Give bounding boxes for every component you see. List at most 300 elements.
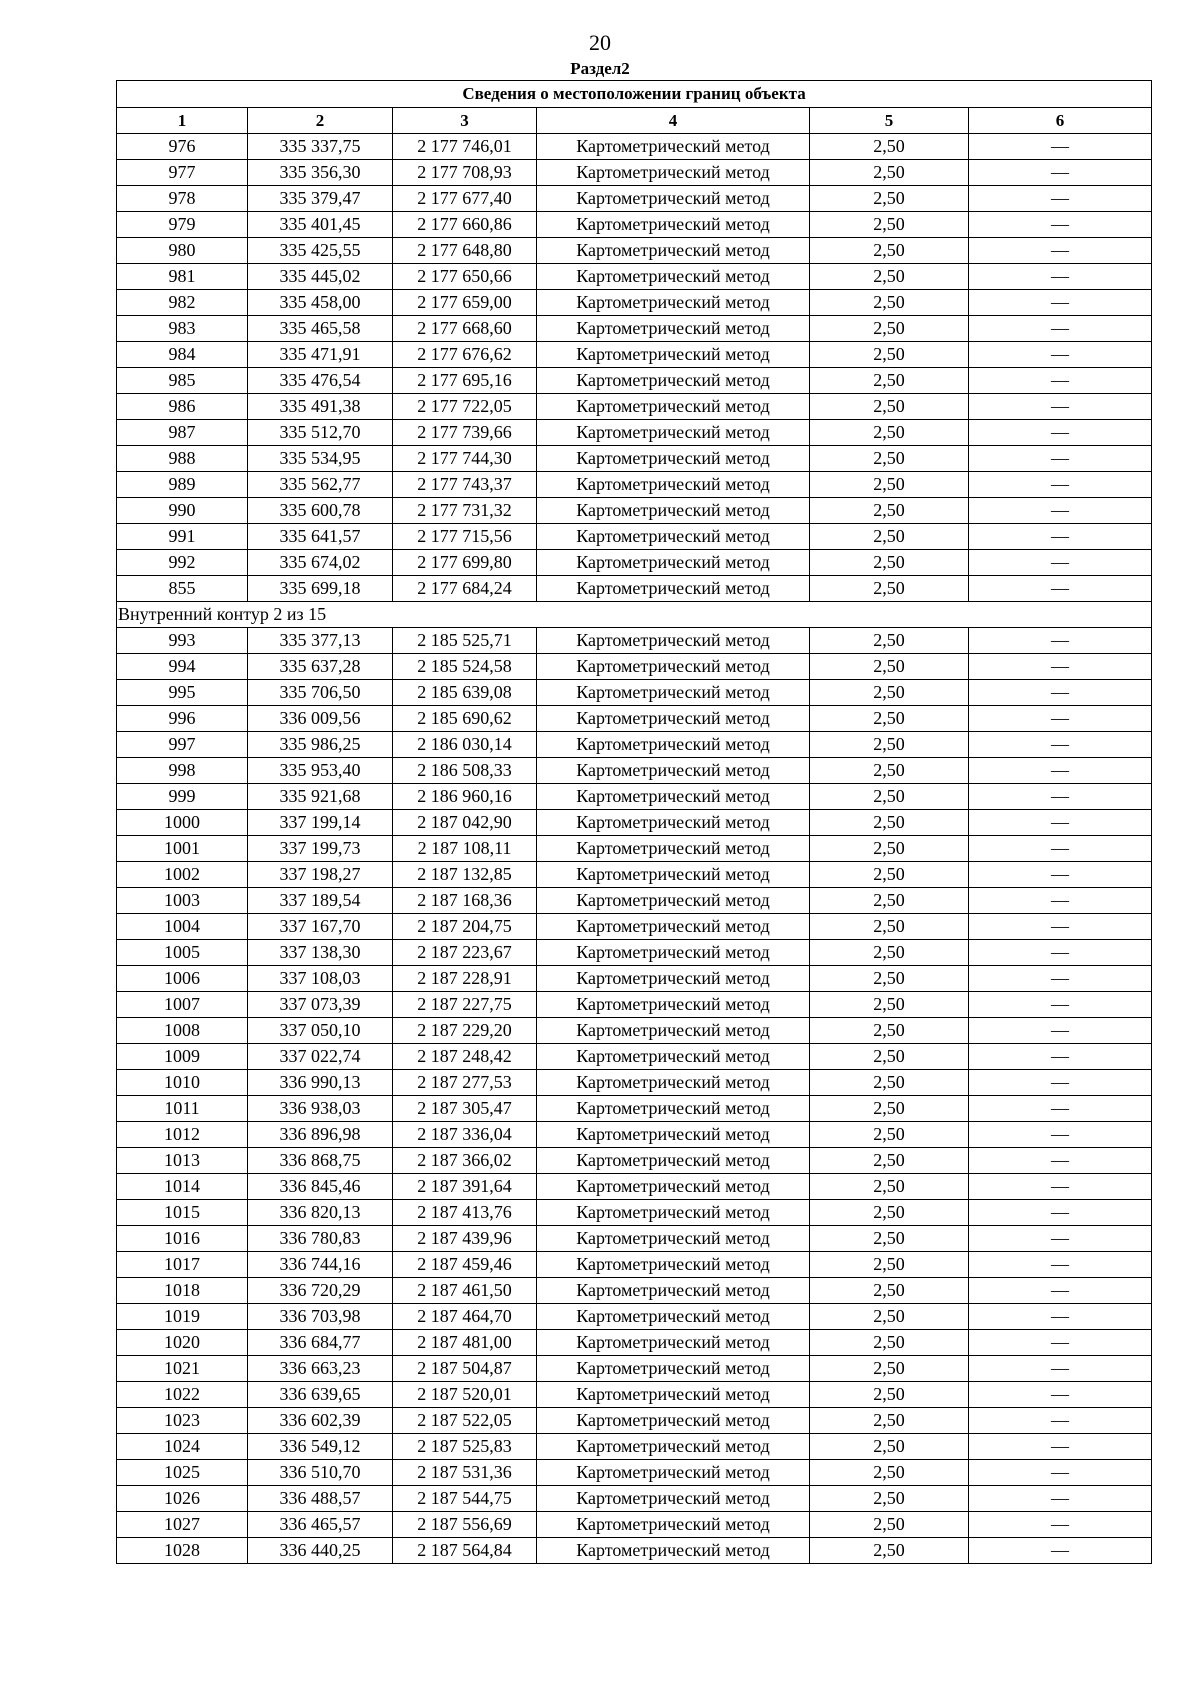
table-cell: 1008 [117,1018,248,1044]
table-cell: 336 602,39 [248,1408,393,1434]
table-cell: 1005 [117,940,248,966]
table-cell: 996 [117,706,248,732]
table-cell: 2 187 204,75 [393,914,537,940]
table-row [117,316,1152,342]
table-cell: Картометрический метод [537,1356,810,1382]
table-cell: 335 637,28 [248,654,393,680]
table-cell: 993 [117,628,248,654]
table-cell: — [969,1070,1152,1096]
table-cell: 1023 [117,1408,248,1434]
table-cell: 336 009,56 [248,706,393,732]
table-cell: 2 177 676,62 [393,342,537,368]
table-cell: 2 187 525,83 [393,1434,537,1460]
table-cell: 2 177 708,93 [393,160,537,186]
table-cell: — [969,186,1152,212]
table-cell: 336 549,12 [248,1434,393,1460]
table-row [117,420,1152,446]
table-cell: 335 445,02 [248,264,393,290]
table-cell: — [969,212,1152,238]
table-cell: 2,50 [810,940,969,966]
table-cell: 2,50 [810,472,969,498]
table-cell: Картометрический метод [537,1460,810,1486]
table-cell: 336 744,16 [248,1252,393,1278]
table-cell: 337 198,27 [248,862,393,888]
table-cell: 2,50 [810,654,969,680]
table-cell: 335 674,02 [248,550,393,576]
table-row [117,1304,1152,1330]
table-cell: 335 534,95 [248,446,393,472]
table-row [117,1174,1152,1200]
boundary-table [116,80,1152,1564]
column-header: 2 [248,108,393,134]
table-cell: 336 440,25 [248,1538,393,1564]
table-cell: 336 720,29 [248,1278,393,1304]
table-cell: 1024 [117,1434,248,1460]
table-cell: 2,50 [810,628,969,654]
table-cell: 2,50 [810,316,969,342]
table-cell: 336 845,46 [248,1174,393,1200]
table-row [117,1226,1152,1252]
table-cell: 2,50 [810,732,969,758]
table-row [117,914,1152,940]
table-cell: 2,50 [810,1330,969,1356]
table-cell: 2 177 684,24 [393,576,537,602]
table-cell: 1028 [117,1538,248,1564]
section-title: Раздел2 [570,59,630,78]
contour-label: Внутренний контур 2 из 15 [117,602,1152,628]
table-cell: 336 684,77 [248,1330,393,1356]
table-cell: 1011 [117,1096,248,1122]
table-cell: Картометрический метод [537,1226,810,1252]
table-cell: — [969,836,1152,862]
table-cell: 2 177 677,40 [393,186,537,212]
table-cell: — [969,940,1152,966]
table-cell: 2 186 508,33 [393,758,537,784]
table-cell: 2,50 [810,680,969,706]
table-cell: 2 187 132,85 [393,862,537,888]
table-cell: — [969,966,1152,992]
table-cell: 2,50 [810,706,969,732]
column-header: 4 [537,108,810,134]
table-cell: 2 187 227,75 [393,992,537,1018]
table-cell: 1015 [117,1200,248,1226]
table-cell: Картометрический метод [537,1382,810,1408]
table-cell: — [969,1304,1152,1330]
table-cell: 2 186 030,14 [393,732,537,758]
table-cell: — [969,550,1152,576]
table-cell: 1022 [117,1382,248,1408]
table-cell: 2,50 [810,1356,969,1382]
table-cell: 1014 [117,1174,248,1200]
table-cell: 2,50 [810,1070,969,1096]
table-row [117,264,1152,290]
table-cell: Картометрический метод [537,914,810,940]
column-header: 5 [810,108,969,134]
table-cell: Картометрический метод [537,1148,810,1174]
table-cell: 994 [117,654,248,680]
table-cell: Картометрический метод [537,1070,810,1096]
table-row [117,888,1152,914]
table-cell: 336 488,57 [248,1486,393,1512]
table-cell: — [969,1382,1152,1408]
table-cell: 2,50 [810,1538,969,1564]
table-cell: 335 641,57 [248,524,393,550]
table-row [117,524,1152,550]
table-row [117,394,1152,420]
table-cell: 335 921,68 [248,784,393,810]
table-row [117,966,1152,992]
table-cell: Картометрический метод [537,160,810,186]
table-cell: 337 189,54 [248,888,393,914]
table-cell: 1020 [117,1330,248,1356]
table-cell: 2,50 [810,758,969,784]
table-cell: 336 465,57 [248,1512,393,1538]
table-cell: 335 458,00 [248,290,393,316]
table-cell: 335 377,13 [248,628,393,654]
contour-label-row [117,602,1152,628]
table-cell: 2,50 [810,1096,969,1122]
table-cell: 337 199,73 [248,836,393,862]
table-cell: — [969,1200,1152,1226]
table-cell: Картометрический метод [537,576,810,602]
table-cell: 337 073,39 [248,992,393,1018]
table-cell: 2,50 [810,342,969,368]
table-cell: 2 185 690,62 [393,706,537,732]
table-cell: 979 [117,212,248,238]
table-cell: 335 476,54 [248,368,393,394]
table-cell: 2,50 [810,862,969,888]
table-cell: 337 108,03 [248,966,393,992]
table-cell: — [969,1460,1152,1486]
table-cell: — [969,394,1152,420]
table-cell: — [969,1122,1152,1148]
table-cell: 336 896,98 [248,1122,393,1148]
table-cell: 2 187 248,42 [393,1044,537,1070]
table-row [117,1382,1152,1408]
table-cell: 2,50 [810,550,969,576]
table-cell: 337 167,70 [248,914,393,940]
table-cell: — [969,264,1152,290]
table-cell: 2,50 [810,264,969,290]
table-cell: 2 187 544,75 [393,1486,537,1512]
table-cell: 335 512,70 [248,420,393,446]
table-row [117,1356,1152,1382]
table-row [117,784,1152,810]
table-cell: 335 491,38 [248,394,393,420]
table-cell: 335 356,30 [248,160,393,186]
table-cell: 1001 [117,836,248,862]
table-row [117,550,1152,576]
table-cell: — [969,368,1152,394]
table-cell: Картометрический метод [537,992,810,1018]
table-cell: 2 177 659,00 [393,290,537,316]
table-cell: 2,50 [810,992,969,1018]
table-row [117,186,1152,212]
table-cell: 2 187 564,84 [393,1538,537,1564]
table-cell: Картометрический метод [537,654,810,680]
table-cell: 335 401,45 [248,212,393,238]
table-cell: — [969,1096,1152,1122]
table-cell: — [969,1252,1152,1278]
table-cell: 988 [117,446,248,472]
table-cell: — [969,680,1152,706]
table-cell: 2 177 743,37 [393,472,537,498]
table-cell: 336 938,03 [248,1096,393,1122]
table-cell: 2,50 [810,1512,969,1538]
table-cell: — [969,1044,1152,1070]
table-cell: 2 187 464,70 [393,1304,537,1330]
table-cell: Картометрический метод [537,732,810,758]
table-cell: 336 510,70 [248,1460,393,1486]
table-cell: Картометрический метод [537,836,810,862]
table-cell: 335 562,77 [248,472,393,498]
table-cell: 2 187 391,64 [393,1174,537,1200]
table-cell: Картометрический метод [537,1304,810,1330]
table-cell: Картометрический метод [537,1408,810,1434]
table-cell: 2 187 277,53 [393,1070,537,1096]
table-cell: 2,50 [810,1044,969,1070]
table-cell: 983 [117,316,248,342]
table-cell: 2,50 [810,1278,969,1304]
table-row [117,654,1152,680]
header-row [117,108,1152,134]
table-cell: 999 [117,784,248,810]
table-cell: — [969,1174,1152,1200]
table-cell: 2 177 739,66 [393,420,537,446]
table-row [117,1122,1152,1148]
column-header: 1 [117,108,248,134]
table-cell: 2,50 [810,1486,969,1512]
table-cell: 2 187 413,76 [393,1200,537,1226]
table-cell: 2 187 531,36 [393,1460,537,1486]
table-cell: 337 199,14 [248,810,393,836]
table-row [117,1096,1152,1122]
table-cell: Картометрический метод [537,212,810,238]
table-cell: 335 600,78 [248,498,393,524]
table-cell: 1009 [117,1044,248,1070]
table-cell: 1017 [117,1252,248,1278]
table-row [117,368,1152,394]
table-cell: 2 177 746,01 [393,134,537,160]
table-cell: 1021 [117,1356,248,1382]
column-header: 6 [969,108,1152,134]
table-cell: 2 177 648,80 [393,238,537,264]
table-cell: 2,50 [810,888,969,914]
table-cell: 336 780,83 [248,1226,393,1252]
table-cell: 2,50 [810,134,969,160]
table-cell: 981 [117,264,248,290]
table-cell: 990 [117,498,248,524]
table-cell: 978 [117,186,248,212]
table-cell: Картометрический метод [537,862,810,888]
table-row [117,498,1152,524]
table-cell: 1004 [117,914,248,940]
table-cell: Картометрический метод [537,446,810,472]
table-cell: 984 [117,342,248,368]
table-row [117,1330,1152,1356]
table-row [117,290,1152,316]
table-cell: 2 177 668,60 [393,316,537,342]
table-cell: — [969,472,1152,498]
table-cell: 2 187 336,04 [393,1122,537,1148]
table-cell: Картометрический метод [537,550,810,576]
table-row [117,1538,1152,1564]
table-cell: Картометрический метод [537,628,810,654]
table-cell: 2,50 [810,1252,969,1278]
table-row [117,160,1152,186]
table-cell: 1010 [117,1070,248,1096]
table-cell: Картометрический метод [537,1122,810,1148]
table-cell: — [969,914,1152,940]
table-cell: — [969,784,1152,810]
table-cell: Картометрический метод [537,524,810,550]
table-cell: — [969,810,1152,836]
table-cell: Картометрический метод [537,966,810,992]
table-cell: 2 177 744,30 [393,446,537,472]
table-cell: — [969,888,1152,914]
table-cell: 997 [117,732,248,758]
table-cell: 2 177 660,86 [393,212,537,238]
table-cell: 2,50 [810,1460,969,1486]
table-cell: 2,50 [810,186,969,212]
table-cell: 2 177 731,32 [393,498,537,524]
table-cell: — [969,290,1152,316]
table-cell: 2,50 [810,1174,969,1200]
table-cell: Картометрический метод [537,940,810,966]
table-cell: 991 [117,524,248,550]
table-cell: 2,50 [810,784,969,810]
table-row [117,1278,1152,1304]
table-cell: 1002 [117,862,248,888]
table-cell: 336 703,98 [248,1304,393,1330]
table-cell: Картометрический метод [537,810,810,836]
table-cell: — [969,342,1152,368]
table-cell: — [969,1538,1152,1564]
table-cell: — [969,1408,1152,1434]
table-cell: 2 187 223,67 [393,940,537,966]
table-cell: Картометрический метод [537,472,810,498]
table-cell: 2,50 [810,810,969,836]
table-cell: Картометрический метод [537,394,810,420]
table-cell: 1013 [117,1148,248,1174]
table-cell: 855 [117,576,248,602]
table-cell: 998 [117,758,248,784]
table-cell: 1026 [117,1486,248,1512]
table-cell: 2 177 695,16 [393,368,537,394]
table-cell: Картометрический метод [537,498,810,524]
table-cell: — [969,732,1152,758]
table-cell: — [969,992,1152,1018]
table-cell: 982 [117,290,248,316]
table-cell: — [969,1018,1152,1044]
table-cell: — [969,1278,1152,1304]
table-cell: — [969,1434,1152,1460]
table-cell: — [969,1512,1152,1538]
table-cell: — [969,758,1152,784]
table-cell: Картометрический метод [537,1252,810,1278]
table-cell: 986 [117,394,248,420]
table-cell: 2,50 [810,1148,969,1174]
table-cell: — [969,1330,1152,1356]
table-cell: 2,50 [810,914,969,940]
table-cell: 2,50 [810,1226,969,1252]
table-cell: 987 [117,420,248,446]
table-cell: 2 187 229,20 [393,1018,537,1044]
table-cell: Картометрический метод [537,1486,810,1512]
table-cell: 1016 [117,1226,248,1252]
table-row [117,134,1152,160]
table-cell: 2 177 715,56 [393,524,537,550]
table-cell: — [969,498,1152,524]
table-cell: Картометрический метод [537,1538,810,1564]
table-cell: 2,50 [810,836,969,862]
table-cell: Картометрический метод [537,134,810,160]
table-cell: 2,50 [810,576,969,602]
table-cell: 2,50 [810,524,969,550]
table-row [117,1434,1152,1460]
table-cell: 2 187 520,01 [393,1382,537,1408]
table-cell: Картометрический метод [537,420,810,446]
table-cell: 2,50 [810,212,969,238]
table-cell: Картометрический метод [537,1278,810,1304]
table-cell: Картометрический метод [537,758,810,784]
table-row [117,680,1152,706]
table-cell: 1019 [117,1304,248,1330]
table-row [117,1512,1152,1538]
table-cell: 2,50 [810,160,969,186]
table-cell: 2,50 [810,394,969,420]
table-cell: 2,50 [810,1408,969,1434]
table-cell: 2 177 722,05 [393,394,537,420]
table-row [117,992,1152,1018]
table-cell: 992 [117,550,248,576]
table-row [117,706,1152,732]
table-cell: 2,50 [810,238,969,264]
table-row [117,1408,1152,1434]
table-row [117,342,1152,368]
table-cell: 1000 [117,810,248,836]
table-cell: 337 138,30 [248,940,393,966]
table-row [117,1070,1152,1096]
table-cell: 2,50 [810,1122,969,1148]
table-body [117,134,1152,1564]
table-cell: Картометрический метод [537,1174,810,1200]
table-cell: 335 471,91 [248,342,393,368]
table-cell: 989 [117,472,248,498]
table-cell: 2 187 522,05 [393,1408,537,1434]
table-cell: Картометрический метод [537,680,810,706]
table-cell: 1007 [117,992,248,1018]
table-cell: Картометрический метод [537,316,810,342]
table-cell: — [969,446,1152,472]
table-cell: — [969,1148,1152,1174]
table-cell: — [969,524,1152,550]
table-cell: 2 187 459,46 [393,1252,537,1278]
table-cell: 335 986,25 [248,732,393,758]
table-cell: 2,50 [810,1434,969,1460]
table-row [117,1044,1152,1070]
table-cell: 2,50 [810,1018,969,1044]
table-row [117,238,1152,264]
table-cell: 335 699,18 [248,576,393,602]
table-row [117,732,1152,758]
table-cell: — [969,1486,1152,1512]
table-cell: 2 187 228,91 [393,966,537,992]
table-cell: 2 185 639,08 [393,680,537,706]
table-cell: Картометрический метод [537,238,810,264]
table-cell: Картометрический метод [537,368,810,394]
table-cell: 995 [117,680,248,706]
